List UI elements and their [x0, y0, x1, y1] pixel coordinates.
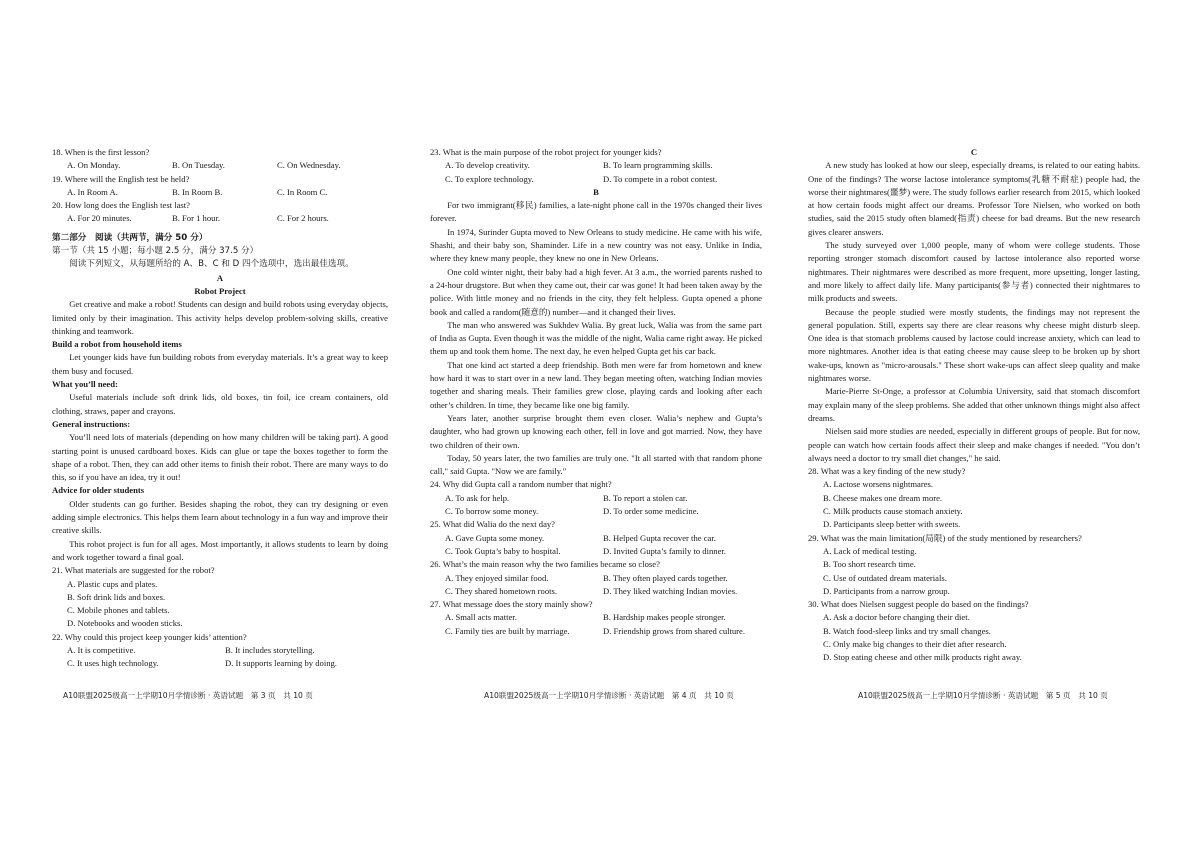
option-d: D. Participants from a narrow group. [823, 585, 950, 596]
passage-paragraph: Marie-Pierre St-Onge, a professor at Columbia University, said that stomach discomfort may explain many of the sleep problems. She added that other unknown things might also affect dreams. [808, 386, 1140, 423]
option-b: B. Soft drink lids and boxes. [67, 591, 166, 602]
question-29 [808, 532, 1140, 598]
passage-paragraph: Useful materials include soft drink lids, old boxes, tin foil, ice cream containers, old clothing, straws, paper and crayons. [52, 392, 388, 416]
option-a: A. To develop creativity. [445, 160, 530, 171]
option-a: A. For 20 minutes. [67, 213, 132, 224]
passage-letter: C [970, 147, 978, 157]
option-b: B. Hardship makes people stronger. [603, 612, 726, 623]
option-b: B. For 1 hour. [172, 213, 220, 224]
option-d: D. Stop eating cheese and other milk products right away. [823, 652, 1022, 663]
passage-paragraph: Because the people studied were mostly students, the findings may not represent the general population. Still, experts say there are clear reasons why cheese might disturb sleep. One idea is that stomach problems caused by lactose could increase anxiety, which can lead to more nightmares. Another idea is that eating cheese may cause sleep to be broken up by short wake-ups, known as "micro-arousals." These short wake-ups can affect sleep quality and make nightmares worse. [808, 306, 1140, 384]
question-stem: 20. How long does the English test last? [52, 200, 190, 211]
question-stem: 26. What’s the main reason why the two families became so close? [430, 559, 660, 570]
option-c: C. For 2 hours. [277, 213, 329, 224]
subheading: What you’ll need: [52, 379, 118, 390]
option-c: C. It uses high technology. [67, 658, 159, 669]
passage-title: Robot Project [194, 285, 246, 296]
question-stem: 27. What message does the story mainly show? [430, 599, 593, 610]
option-b: B. They often played cards together. [603, 572, 728, 583]
passage-paragraph: Get creative and make a robot! Students can design and build robots using everyday objects, limited only by their imagination. This activity helps develop problem-solving skills, creative thinking and teamwork. [52, 299, 388, 336]
question-25 [430, 518, 762, 558]
page-footer: A10联盟2025级高一上学期10月学情诊断 · 英语试题 第 5 页 共 10 页 [858, 691, 1108, 700]
option-b: B. Too short research time. [823, 559, 916, 570]
page-footer: A10联盟2025级高一上学期10月学情诊断 · 英语试题 第 3 页 共 10 页 [63, 691, 313, 700]
option-a: A. They enjoyed similar food. [445, 572, 549, 583]
option-a: A. Ask a doctor before changing their diet. [823, 612, 970, 623]
question-26 [430, 558, 762, 598]
question-20 [52, 199, 388, 226]
option-d: D. Notebooks and wooden sticks. [67, 618, 183, 629]
question-18 [52, 146, 388, 173]
option-a: A. Lack of medical testing. [823, 545, 917, 556]
option-c: C. Only make big changes to their diet after research. [823, 638, 1007, 649]
page-4-column [430, 146, 762, 638]
passage-paragraph: One cold winter night, their baby had a high fever. At 3 a.m., the worried parents rushed to a 24-hour drugstore. But when they came out, their car was gone! It had been taken away by the police. With little money and no friends in the city, they felt helpless. Gupta opened a phone book and called a random(随意的) number—and it changed their lives. [430, 266, 762, 317]
question-stem: 28. What was a key finding of the new study? [808, 466, 966, 477]
question-stem: 18. When is the first lesson? [52, 147, 150, 157]
question-28 [808, 465, 1140, 531]
question-stem: 25. What did Walia do the next day? [430, 519, 555, 530]
section-heading: 第一节（共 15 小题；每小题 2.5 分，满分 37.5 分） [52, 246, 259, 257]
option-b: B. In Room B. [172, 186, 223, 197]
option-c: C. Mobile phones and tablets. [67, 605, 170, 616]
passage-paragraph: A new study has looked at how our sleep, especially dreams, is related to our eating habits. One of the findings? The worse lactose intolerance symptoms(乳糖不耐症) people had, the worse their nightmares(噩梦) were. The study follows earlier research from 2015, which looked at how certain foods might affect our dreams. Professor Tore Nielsen, who worked on both studies, said the 2015 study often blamed(指责) cheese for bad dreams. But the new research gives clearer answers. [808, 160, 1140, 237]
option-c: C. They shared hometown roots. [445, 585, 558, 596]
option-a: A. Lactose worsens nightmares. [823, 479, 934, 490]
subheading: Build a robot from household items [52, 339, 182, 350]
option-d: D. It supports learning by doing. [225, 658, 337, 669]
option-c: C. In Room C. [277, 186, 328, 197]
option-c: C. Family ties are built by marriage. [445, 625, 570, 636]
question-23 [430, 146, 762, 186]
question-stem: 21. What materials are suggested for the robot? [52, 565, 215, 576]
passage-paragraph: The study surveyed over 1,000 people, many of whom were college students. Those reporting stronger stomach discomfort caused by lactose intolerance also reported worse nightmares. Their nightmares were described as more frequent, more upsetting, longer lasting, and more likely to affect daily life. Many participants(参与者) connected their nightmares to milk products and sweets. [808, 240, 1140, 304]
option-a: A. Small acts matter. [445, 612, 517, 623]
question-22 [52, 631, 388, 671]
option-b: B. It includes storytelling. [225, 644, 315, 655]
option-a: A. In Room A. [67, 186, 118, 197]
passage-paragraph: The man who answered was Sukhdev Walia. By great luck, Walia was from the same part of India as Gupta. Even though it was the middle of the night, Walia came right away. He picked them up and took them home. The next day, he even helped Gupta get his car back. [430, 319, 762, 357]
option-d: D. Friendship grows from shared culture. [603, 625, 746, 636]
option-b: B. On Tuesday. [172, 160, 225, 171]
question-30 [808, 598, 1140, 664]
passage-paragraph: In 1974, Surinder Gupta moved to New Orleans to study medicine. He came with his wife, Shashi, and their baby son, Shaminder. Life in a new country was not easy. Unlike in India, where they knew many people, they knew no one in New Orleans. [430, 226, 762, 264]
page-3-column [52, 146, 388, 671]
option-a: A. It is competitive. [67, 644, 136, 655]
page-footer: A10联盟2025级高一上学期10月学情诊断 · 英语试题 第 4 页 共 10 页 [484, 691, 734, 700]
option-b: B. To learn programming skills. [603, 160, 713, 171]
question-stem: 24. Why did Gupta call a random number that night? [430, 479, 612, 490]
question-21 [52, 564, 388, 630]
passage-letter: A [216, 272, 224, 283]
passage-paragraph: For two immigrant(移民) families, a late-night phone call in the 1970s changed their lives forever. [430, 200, 762, 224]
option-a: A. To ask for help. [445, 492, 510, 503]
passage-paragraph: That one kind act started a deep friendship. Both men were far from hometown and knew how hard it was to start over in a new land. They began meeting often, watching Indian movies together and sharing meals. Their families grew close, playing cards and looking after each other’s children. In time, they became like one big family. [430, 359, 762, 410]
subheading: General instructions: [52, 418, 131, 429]
option-b: B. Helped Gupta recover the car. [603, 532, 716, 543]
question-stem: 30. What does Nielsen suggest people do based on the findings? [808, 599, 1029, 610]
subheading: Advice for older students [52, 485, 145, 496]
question-27 [430, 598, 762, 638]
option-c: C. To explore technology. [445, 173, 534, 184]
question-stem: 29. What was the main limitation(局限) of the study mentioned by researchers? [808, 532, 1082, 543]
option-b: B. Watch food-sleep links and try small changes. [823, 625, 991, 636]
option-d: D. They liked watching Indian movies. [603, 585, 738, 596]
passage-paragraph: This robot project is fun for all ages. Most importantly, it allows students to learn by doing and work together toward a final goal. [52, 538, 388, 562]
question-stem: 23. What is the main purpose of the robot project for younger kids? [430, 147, 662, 157]
option-d: D. Participants sleep better with sweets. [823, 519, 961, 530]
passage-paragraph: Nielsen said more studies are needed, especially in different groups of people. But for now, people can watch how certain foods affect their sleep and make changes if needed. "You don’t always need a doctor to try small diet changes," he said. [808, 426, 1140, 463]
option-b: B. To report a stolen car. [603, 492, 688, 503]
option-a: A. On Monday. [67, 160, 121, 171]
question-24 [430, 478, 762, 518]
option-c: C. Use of outdated dream materials. [823, 572, 947, 583]
question-stem: 19. Where will the English test be held? [52, 173, 190, 184]
passage-paragraph: Older students can go further. Besides shaping the robot, they can try designing or even adding simple electronics. This helps them learn about technology in a fun way and improve their creative skills. [52, 498, 388, 536]
passage-letter: B [593, 186, 599, 197]
option-c: C. Milk products cause stomach anxiety. [823, 506, 963, 517]
passage-paragraph: You’ll need lots of materials (depending on how many children will be taking part). A good starting point is unused cardboard boxes. Kids can glue or tape the boxes together to form the shape of a robot. Then, they can add other items to finish their robot. There are many ways to do this, so if you have an idea, try it out! [52, 432, 388, 483]
option-c: C. To borrow some money. [445, 506, 539, 517]
option-a: A. Plastic cups and plates. [67, 578, 158, 589]
passage-paragraph: Today, 50 years later, the two families are truly one. "It all started with that random phone call," said Gupta. "Now we are family." [430, 452, 762, 477]
option-c: C. Took Gupta’s baby to hospital. [445, 545, 561, 556]
option-c: C. On Wednesday. [277, 160, 341, 171]
question-19 [52, 173, 388, 200]
part-heading: 第二部分 阅读（共两节，满分 50 分） [52, 232, 208, 243]
option-d: D. Invited Gupta’s family to dinner. [603, 545, 726, 556]
passage-paragraph: Years later, another surprise brought them even closer. Walia’s nephew and Gupta’s daughter, who had grown up knowing each other, fell in love and got married. Now, they have two children of their own. [430, 412, 762, 450]
question-stem: 22. Why could this project keep younger kids’ attention? [52, 631, 247, 642]
option-d: D. To order some medicine. [603, 506, 699, 517]
instructions: 阅读下列短文，从每题所给的 A、B、C 和 D 四个选项中，选出最佳选项。 [69, 259, 354, 270]
option-d: D. To compete in a robot contest. [603, 173, 718, 184]
option-b: B. Cheese makes one dream more. [823, 492, 943, 503]
passage-paragraph: Let younger kids have fun building robots from everyday materials. It’s a great way to keep them busy and focused. [52, 352, 388, 376]
page-5-column [808, 146, 1140, 665]
option-a: A. Gave Gupta some money. [445, 532, 545, 543]
